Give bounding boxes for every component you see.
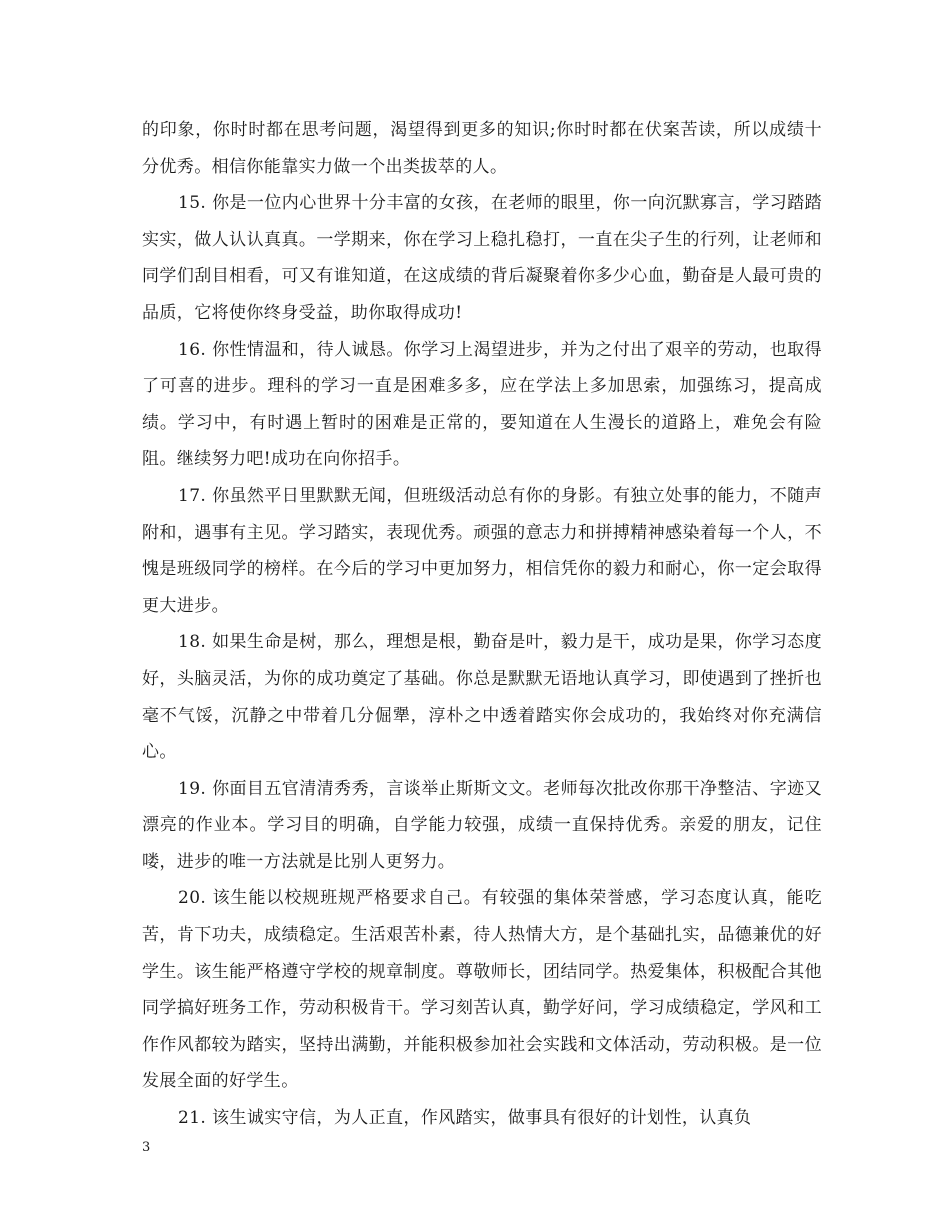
page-number: 3 (142, 1140, 151, 1155)
paragraph-item-16: 16. 你性情温和，待人诚恳。你学习上渴望进步，并为之付出了艰辛的劳动，也取得了可喜的进步。理科的学习一直是困难多多，应在学法上多加思索，加强练习，提高成绩。学习中，有时遇上暂时的困难是正常的，要知道在人生漫长的道路上，难免会有险阻。继续努力吧!成功在向你招手。 (142, 339, 822, 470)
paragraph-item-15: 15. 你是一位内心世界十分丰富的女孩，在老师的眼里，你一向沉默寡言，学习踏踏实实，做人认认真真。一学期来，你在学习上稳扎稳打，一直在尖子生的行列，让老师和同学们刮目相看，可又有谁知道，在这成绩的背后凝聚着你多少心血，勤奋是人最可贵的品质，它将使你终身受益，助你取得成功! (142, 193, 822, 323)
paragraph-item-17: 17. 你虽然平日里默默无闻，但班级活动总有你的身影。有独立处事的能力，不随声附和，遇事有主见。学习踏实，表现优秀。顽强的意志力和拼搏精神感染着每一个人，不愧是班级同学的榜样。在今后的学习中更加努力，相信凭你的毅力和耐心，你一定会取得更大进步。 (142, 485, 822, 616)
paragraph-continuation: 的印象，你时时都在思考问题，渴望得到更多的知识;你时时都在伏案苦读，所以成绩十分优秀。相信你能靠实力做一个出类拔萃的人。 (142, 120, 822, 177)
paragraph-item-21: 21. 该生诚实守信，为人正直，作风踏实，做事具有很好的计划性，认真负 (178, 1108, 752, 1129)
document-body (142, 112, 822, 1137)
paragraph-item-19: 19. 你面目五官清清秀秀，言谈举止斯斯文文。老师每次批改你那干净整洁、字迹又漂亮的作业本。学习目的明确，自学能力较强，成绩一直保持优秀。亲爱的朋友，记住喽，进步的唯一方法就是比别人更努力。 (142, 778, 822, 872)
paragraph-item-20: 20. 该生能以校规班规严格要求自己。有较强的集体荣誉感，学习态度认真，能吃苦，肯下功夫，成绩稳定。生活艰苦朴素，待人热情大方，是个基础扎实，品德兼优的好学生。该生能严格遵守学校的规章制度。尊敬师长，团结同学。热爱集体，积极配合其他同学搞好班务工作，劳动积极肯干。学习刻苦认真，勤学好问，学习成绩稳定，学风和工作作风都较为踏实，坚持出满勤，并能积极参加社会实践和文体活动，劳动积极。是一位发展全面的好学生。 (142, 888, 822, 1092)
paragraph-item-18: 18. 如果生命是树，那么，理想是根，勤奋是叶，毅力是干，成功是果，你学习态度好，头脑灵活，为你的成功奠定了基础。你总是默默无语地认真学习，即使遇到了挫折也毫不气馁，沉静之中带着几分倔犟，淳朴之中透着踏实你会成功的，我始终对你充满信心。 (142, 632, 822, 763)
